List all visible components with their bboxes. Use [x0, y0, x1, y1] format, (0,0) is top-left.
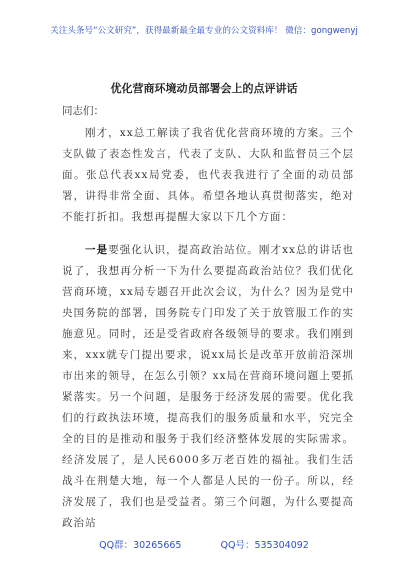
salutation: 同志们： — [62, 105, 104, 117]
footer-qq-number: QQ号：535304092 — [220, 540, 309, 551]
paragraph-2 — [62, 240, 354, 534]
paragraph-2-text: 要强化认识，提高政治站位。刚才xx总的讲话也说了，我想再分析一下为什么要提高政治站位？我们优化营商环境，xx局专题召开此次会议，为什么？因为是党中央国务院的部署，国务院专门印发了关于放管服工作的实施意见。同时，还是受省政府各级领导的要求。我们刚到来，xxx就专门提出要求，说xx局长是改革开放前沿深圳市出来的领导，在怎么引领？xx局在营商环境问题上要抓紧落实。另一个问题，是服务于经济发展的需要。优化我们的行政执法环境，提高我们的服务质量和水平，究完全全的目的是推动和服务于我们经济整体发展的实际需求。经济发展了，是人民6000多万老百姓的福祉。我们生活战斗在荆楚大地，每一个人都是人民的一份子。所以，经济发展了，我们也是受益者。第三个问题，为什么要提高政治站 — [62, 244, 354, 529]
footer-contact — [0, 537, 408, 551]
paragraph-2-lead: 一是 — [85, 244, 109, 256]
header-promo-note: 关注头条号“公文研究”，获得最新最全最专业的公文资料库！ 微信：gongwenyj — [50, 26, 358, 36]
document-body — [62, 123, 354, 534]
document-title: 优化营商环境动员部署会上的点评讲话 — [110, 82, 298, 95]
paragraph-spacer — [62, 228, 354, 240]
footer-qq-group: QQ群：30265665 — [99, 540, 182, 551]
paragraph-1: 刚才，xx总工解读了我省优化营商环境的方案。三个支队做了表态性发言，代表了支队、大队和监督员三个层面。张总代表xx局党委，也代表我进行了全面的动员部署，讲得非常全面、具体。希望各地认真贯彻落实，绝对不能打折扣。我想再提醒大家以下几个方面： — [62, 127, 354, 223]
